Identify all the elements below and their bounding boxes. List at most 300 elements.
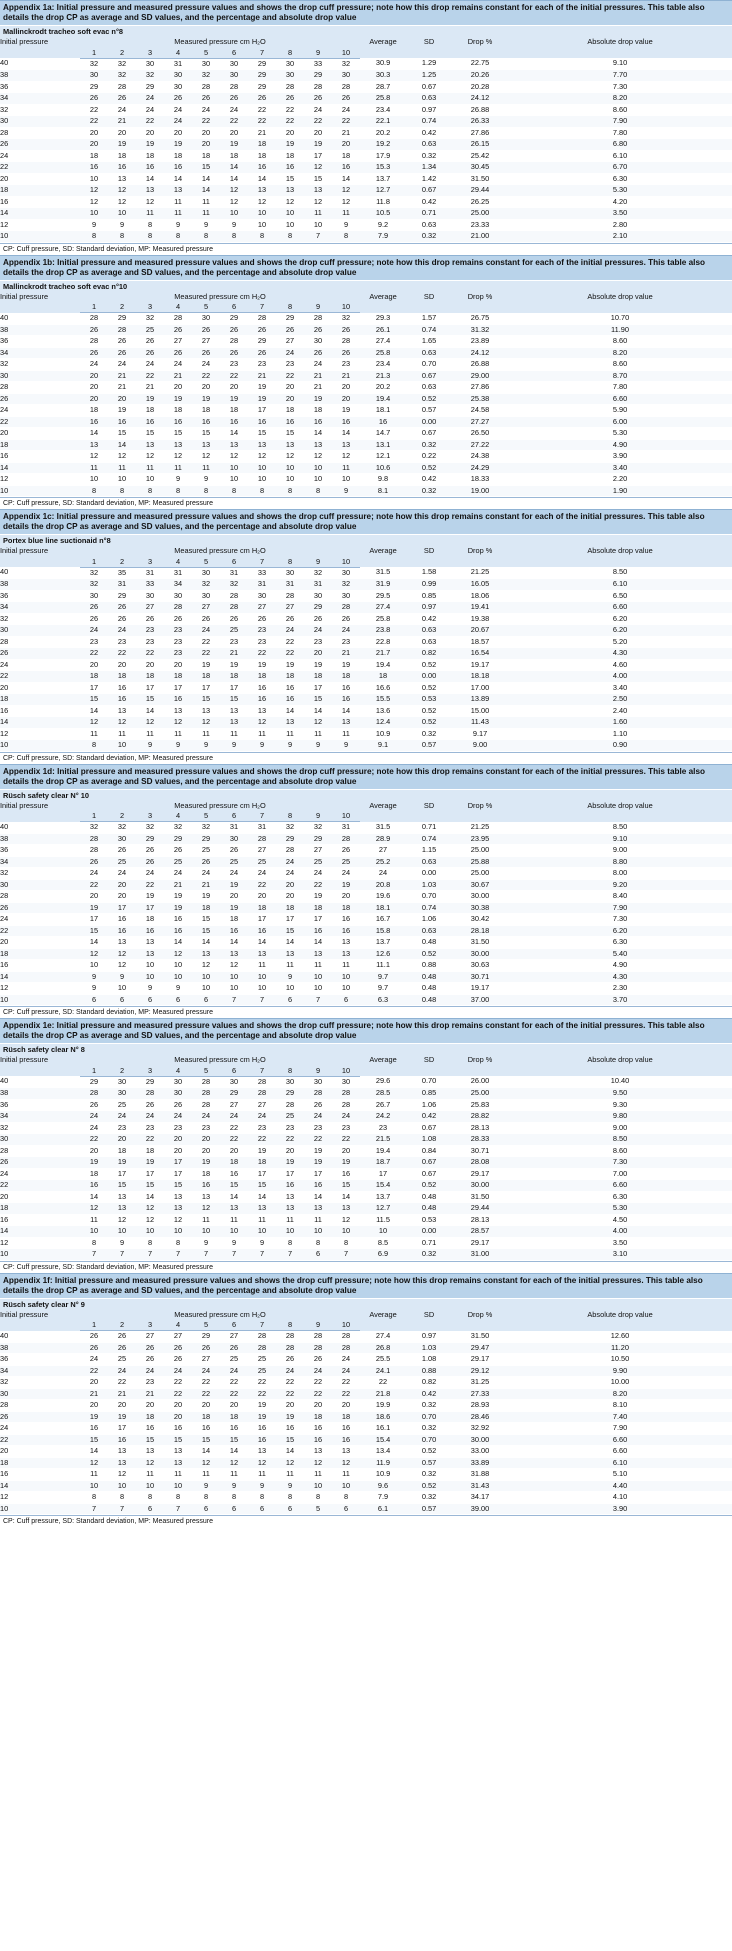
value-cell: 0.70 (406, 359, 452, 371)
initial-pressure-cell: 14 (0, 1480, 80, 1492)
value-cell: 0.48 (406, 983, 452, 995)
value-cell: 19.00 (452, 485, 508, 497)
value-cell: 14 (220, 162, 248, 174)
value-cell: 24 (80, 1354, 108, 1366)
value-cell: 23 (80, 636, 108, 648)
value-cell: 11.1 (360, 960, 406, 972)
value-cell: 12 (108, 1469, 136, 1481)
table-row (0, 1354, 732, 1366)
value-cell: 18 (332, 671, 360, 683)
value-cell: 11 (248, 960, 276, 972)
value-cell: 22 (276, 648, 304, 660)
value-cell: 8 (164, 1492, 192, 1504)
value-cell: 3.10 (508, 1249, 732, 1261)
initial-pressure-header: Initial pressure (0, 546, 80, 567)
value-cell: 8.50 (508, 1134, 732, 1146)
value-cell: 0.48 (406, 1203, 452, 1215)
value-cell: 10 (80, 474, 108, 486)
measurement-number: 7 (248, 557, 276, 568)
value-cell: 26 (192, 347, 220, 359)
value-cell: 32 (80, 567, 108, 579)
value-cell: 0.32 (406, 1423, 452, 1435)
value-cell: 20 (276, 1145, 304, 1157)
value-cell: 24 (220, 868, 248, 880)
appendix-section (0, 0, 732, 255)
measurement-number: 9 (304, 557, 332, 568)
value-cell: 26.1 (360, 324, 406, 336)
value-cell: 20.8 (360, 879, 406, 891)
value-cell: 19 (332, 659, 360, 671)
value-cell: 22 (192, 1388, 220, 1400)
value-cell: 27 (192, 1354, 220, 1366)
value-cell: 18 (248, 139, 276, 151)
initial-pressure-cell: 34 (0, 1365, 80, 1377)
value-cell: 13 (220, 439, 248, 451)
value-cell: 22 (332, 1388, 360, 1400)
value-cell: 10 (332, 983, 360, 995)
value-cell: 20 (108, 659, 136, 671)
value-cell: 0.85 (406, 1088, 452, 1100)
value-cell: 21 (80, 1388, 108, 1400)
value-cell: 6 (80, 994, 108, 1006)
initial-pressure-cell: 12 (0, 728, 80, 740)
value-cell: 0.74 (406, 833, 452, 845)
value-cell: 13 (248, 948, 276, 960)
value-cell: 16 (332, 1168, 360, 1180)
value-cell: 11 (304, 1469, 332, 1481)
table-row (0, 382, 732, 394)
value-cell: 8.60 (508, 1145, 732, 1157)
value-cell: 0.70 (406, 1434, 452, 1446)
value-cell: 31.5 (360, 822, 406, 834)
initial-pressure-cell: 38 (0, 1088, 80, 1100)
value-cell: 25 (136, 324, 164, 336)
value-cell: 6.60 (508, 1446, 732, 1458)
value-cell: 18 (80, 1168, 108, 1180)
value-cell: 12 (220, 960, 248, 972)
value-cell: 27.33 (452, 1388, 508, 1400)
value-cell: 30 (332, 70, 360, 82)
initial-pressure-cell: 24 (0, 659, 80, 671)
value-cell: 11 (136, 728, 164, 740)
value-cell: 4.40 (508, 1480, 732, 1492)
value-cell: 25 (108, 856, 136, 868)
value-cell: 10 (220, 971, 248, 983)
value-cell: 24 (80, 868, 108, 880)
value-cell: 12 (276, 196, 304, 208)
table-row (0, 1457, 732, 1469)
value-cell: 8 (136, 485, 164, 497)
value-cell: 0.63 (406, 856, 452, 868)
value-cell: 0.42 (406, 1388, 452, 1400)
value-cell: 13 (220, 705, 248, 717)
measurement-number: 7 (248, 302, 276, 313)
initial-pressure-cell: 10 (0, 485, 80, 497)
value-cell: 12 (136, 1214, 164, 1226)
value-cell: 13 (136, 185, 164, 197)
value-cell: 0.57 (406, 740, 452, 752)
value-cell: 9 (220, 1237, 248, 1249)
value-cell: 11 (220, 1214, 248, 1226)
value-cell: 22 (248, 116, 276, 128)
value-cell: 24 (80, 625, 108, 637)
value-cell: 31.50 (452, 173, 508, 185)
value-cell: 1.03 (406, 879, 452, 891)
value-cell: 32.92 (452, 1423, 508, 1435)
value-cell: 24 (304, 359, 332, 371)
initial-pressure-cell: 38 (0, 70, 80, 82)
value-cell: 10 (276, 983, 304, 995)
value-cell: 15 (276, 173, 304, 185)
value-cell: 26 (108, 613, 136, 625)
value-cell: 29.17 (452, 1237, 508, 1249)
initial-pressure-cell: 26 (0, 902, 80, 914)
table-row (0, 914, 732, 926)
value-cell: 22.1 (360, 116, 406, 128)
value-cell: 26 (332, 347, 360, 359)
value-cell: 16 (136, 925, 164, 937)
value-cell: 20 (220, 382, 248, 394)
table-row (0, 196, 732, 208)
initial-pressure-cell: 28 (0, 891, 80, 903)
value-cell: 18 (220, 405, 248, 417)
value-cell: 16 (332, 1423, 360, 1435)
value-cell: 6.60 (508, 602, 732, 614)
value-cell: 33.00 (452, 1446, 508, 1458)
value-cell: 9.7 (360, 971, 406, 983)
measured-pressure-header: Measured pressure cm H₂O (80, 292, 360, 303)
value-cell: 0.32 (406, 728, 452, 740)
measurement-number: 3 (136, 811, 164, 822)
value-cell: 11 (192, 1469, 220, 1481)
value-cell: 16 (80, 1180, 108, 1192)
value-cell: 20.26 (452, 70, 508, 82)
value-cell: 11 (80, 728, 108, 740)
value-cell: 26 (136, 613, 164, 625)
value-cell: 29 (136, 833, 164, 845)
measurement-number: 9 (304, 811, 332, 822)
value-cell: 6 (136, 1503, 164, 1515)
value-cell: 19 (164, 393, 192, 405)
value-cell: 10 (276, 462, 304, 474)
value-cell: 16 (108, 925, 136, 937)
value-cell: 24.2 (360, 1111, 406, 1123)
value-cell: 25.00 (452, 208, 508, 220)
value-cell: 17 (248, 405, 276, 417)
value-cell: 15 (80, 694, 108, 706)
value-cell: 24 (164, 359, 192, 371)
value-cell: 19 (136, 1157, 164, 1169)
value-cell: 18 (248, 1157, 276, 1169)
initial-pressure-cell: 40 (0, 1076, 80, 1088)
value-cell: 12 (332, 185, 360, 197)
value-cell: 9.20 (508, 879, 732, 891)
value-cell: 32 (164, 822, 192, 834)
initial-pressure-cell: 36 (0, 845, 80, 857)
value-cell: 6.80 (508, 139, 732, 151)
value-cell: 19 (164, 891, 192, 903)
value-cell: 32 (136, 70, 164, 82)
value-cell: 12 (332, 1214, 360, 1226)
table-subtitle: Mallinckrodt tracheo soft evac n°10 (0, 280, 732, 292)
value-cell: 20 (332, 393, 360, 405)
initial-pressure-cell: 12 (0, 1237, 80, 1249)
value-cell: 16 (248, 162, 276, 174)
value-cell: 22 (80, 648, 108, 660)
initial-pressure-header: Initial pressure (0, 1310, 80, 1331)
value-cell: 13 (248, 705, 276, 717)
measurement-number: 7 (248, 1320, 276, 1331)
value-cell: 19 (192, 659, 220, 671)
value-cell: 24 (164, 116, 192, 128)
value-cell: 12 (248, 717, 276, 729)
value-cell: 22 (136, 116, 164, 128)
value-cell: 21 (304, 382, 332, 394)
table-row (0, 359, 732, 371)
value-cell: 0.67 (406, 81, 452, 93)
value-cell: 9 (192, 1237, 220, 1249)
initial-pressure-cell: 14 (0, 971, 80, 983)
value-cell: 12 (304, 451, 332, 463)
value-cell: 20.2 (360, 382, 406, 394)
value-cell: 31.50 (452, 937, 508, 949)
value-cell: 22 (248, 1134, 276, 1146)
value-cell: 22 (192, 116, 220, 128)
value-cell: 24 (192, 359, 220, 371)
value-cell: 21 (248, 370, 276, 382)
initial-pressure-header: Initial pressure (0, 1055, 80, 1076)
value-cell: 26 (136, 1342, 164, 1354)
table-row (0, 1503, 732, 1515)
measurement-number: 10 (332, 557, 360, 568)
value-cell: 16 (108, 914, 136, 926)
value-cell: 24 (304, 868, 332, 880)
value-cell: 16 (276, 682, 304, 694)
value-cell: 24 (332, 625, 360, 637)
value-cell: 0.97 (406, 104, 452, 116)
average-header: Average (360, 801, 406, 822)
value-cell: 12 (332, 1457, 360, 1469)
value-cell: 10 (332, 1226, 360, 1238)
value-cell: 25.00 (452, 845, 508, 857)
value-cell: 11 (164, 196, 192, 208)
value-cell: 14 (80, 937, 108, 949)
table-row (0, 428, 732, 440)
value-cell: 0.42 (406, 196, 452, 208)
value-cell: 19 (332, 879, 360, 891)
table-row (0, 116, 732, 128)
value-cell: 10 (108, 983, 136, 995)
table-row (0, 613, 732, 625)
value-cell: 15 (192, 428, 220, 440)
value-cell: 10 (108, 208, 136, 220)
value-cell: 8 (80, 231, 108, 243)
value-cell: 13 (220, 948, 248, 960)
value-cell: 16 (108, 694, 136, 706)
value-cell: 8 (164, 1237, 192, 1249)
value-cell: 20 (136, 1400, 164, 1412)
table-row (0, 579, 732, 591)
value-cell: 5 (304, 1503, 332, 1515)
table-row (0, 416, 732, 428)
value-cell: 11 (164, 462, 192, 474)
value-cell: 19 (276, 139, 304, 151)
value-cell: 23 (248, 625, 276, 637)
value-cell: 11 (136, 1469, 164, 1481)
measurement-number: 9 (304, 302, 332, 313)
value-cell: 28 (332, 602, 360, 614)
value-cell: 31 (304, 579, 332, 591)
initial-pressure-cell: 12 (0, 983, 80, 995)
value-cell: 13 (108, 1203, 136, 1215)
value-cell: 2.20 (508, 474, 732, 486)
value-cell: 26.75 (452, 313, 508, 325)
value-cell: 16 (304, 925, 332, 937)
value-cell: 0.67 (406, 1122, 452, 1134)
value-cell: 6.30 (508, 1191, 732, 1203)
value-cell: 10.5 (360, 208, 406, 220)
measurement-number: 8 (276, 1066, 304, 1077)
value-cell: 20 (192, 382, 220, 394)
table-row (0, 1388, 732, 1400)
value-cell: 15 (192, 162, 220, 174)
measurement-number: 2 (108, 1320, 136, 1331)
value-cell: 31.88 (452, 1469, 508, 1481)
measurement-number: 8 (276, 1320, 304, 1331)
table-row (0, 1492, 732, 1504)
value-cell: 19 (220, 879, 248, 891)
value-cell: 6.20 (508, 625, 732, 637)
value-cell: 30.00 (452, 1434, 508, 1446)
value-cell: 18 (220, 1157, 248, 1169)
initial-pressure-cell: 28 (0, 636, 80, 648)
value-cell: 11 (164, 208, 192, 220)
value-cell: 4.90 (508, 439, 732, 451)
value-cell: 18.7 (360, 1157, 406, 1169)
value-cell: 25 (164, 856, 192, 868)
value-cell: 25 (108, 1354, 136, 1366)
value-cell: 3.40 (508, 682, 732, 694)
table-row (0, 173, 732, 185)
value-cell: 26.25 (452, 196, 508, 208)
value-cell: 26 (164, 1099, 192, 1111)
value-cell: 13 (136, 937, 164, 949)
value-cell: 11 (80, 462, 108, 474)
value-cell: 26 (248, 347, 276, 359)
value-cell: 16 (304, 416, 332, 428)
value-cell: 18 (276, 902, 304, 914)
value-cell: 14 (276, 937, 304, 949)
value-cell: 5.10 (508, 1469, 732, 1481)
initial-pressure-cell: 22 (0, 162, 80, 174)
value-cell: 4.20 (508, 196, 732, 208)
value-cell: 26.88 (452, 359, 508, 371)
value-cell: 12 (192, 717, 220, 729)
value-cell: 8.70 (508, 370, 732, 382)
value-cell: 32 (276, 822, 304, 834)
value-cell: 16 (192, 1180, 220, 1192)
value-cell: 28.08 (452, 1157, 508, 1169)
table-row (0, 139, 732, 151)
value-cell: 17 (276, 1168, 304, 1180)
value-cell: 26 (164, 93, 192, 105)
value-cell: 11 (220, 1469, 248, 1481)
value-cell: 26 (80, 324, 108, 336)
value-cell: 20 (80, 370, 108, 382)
value-cell: 19 (136, 891, 164, 903)
table-row (0, 948, 732, 960)
value-cell: 22 (248, 104, 276, 116)
value-cell: 16 (332, 162, 360, 174)
value-cell: 12.4 (360, 717, 406, 729)
value-cell: 19.17 (452, 659, 508, 671)
value-cell: 27.27 (452, 416, 508, 428)
value-cell: 12 (108, 717, 136, 729)
value-cell: 9 (220, 219, 248, 231)
value-cell: 12 (192, 1457, 220, 1469)
value-cell: 16 (276, 416, 304, 428)
drop-percent-header: Drop % (452, 1310, 508, 1331)
value-cell: 21 (332, 127, 360, 139)
value-cell: 4.30 (508, 971, 732, 983)
value-cell: 16 (332, 914, 360, 926)
value-cell: 10 (220, 462, 248, 474)
value-cell: 27 (136, 1331, 164, 1343)
value-cell: 6.00 (508, 416, 732, 428)
value-cell: 13 (332, 1446, 360, 1458)
value-cell: 9 (248, 1480, 276, 1492)
value-cell: 20 (164, 1400, 192, 1412)
value-cell: 18 (332, 150, 360, 162)
value-cell: 27.4 (360, 1331, 406, 1343)
value-cell: 11.9 (360, 1457, 406, 1469)
table-row (0, 891, 732, 903)
value-cell: 13.7 (360, 1191, 406, 1203)
value-cell: 23 (220, 359, 248, 371)
value-cell: 12 (304, 196, 332, 208)
value-cell: 18 (80, 405, 108, 417)
value-cell: 17 (304, 1168, 332, 1180)
value-cell: 21 (108, 116, 136, 128)
value-cell: 0.70 (406, 1076, 452, 1088)
value-cell: 28.33 (452, 1134, 508, 1146)
initial-pressure-cell: 26 (0, 1411, 80, 1423)
value-cell: 19 (192, 1157, 220, 1169)
value-cell: 14 (332, 705, 360, 717)
value-cell: 20 (136, 659, 164, 671)
initial-pressure-cell: 20 (0, 428, 80, 440)
header-row (0, 546, 732, 557)
value-cell: 24 (332, 1365, 360, 1377)
value-cell: 0.88 (406, 960, 452, 972)
value-cell: 16 (248, 416, 276, 428)
value-cell: 26 (164, 324, 192, 336)
value-cell: 12.7 (360, 1203, 406, 1215)
value-cell: 0.57 (406, 1503, 452, 1515)
value-cell: 6.20 (508, 925, 732, 937)
value-cell: 20 (80, 1400, 108, 1412)
value-cell: 32 (136, 822, 164, 834)
value-cell: 21 (220, 648, 248, 660)
value-cell: 26 (276, 613, 304, 625)
initial-pressure-cell: 32 (0, 104, 80, 116)
value-cell: 21 (248, 127, 276, 139)
absolute-drop-header: Absolute drop value (508, 1310, 732, 1331)
value-cell: 8.5 (360, 1237, 406, 1249)
value-cell: 26 (304, 324, 332, 336)
value-cell: 13 (248, 185, 276, 197)
value-cell: 28 (332, 1099, 360, 1111)
